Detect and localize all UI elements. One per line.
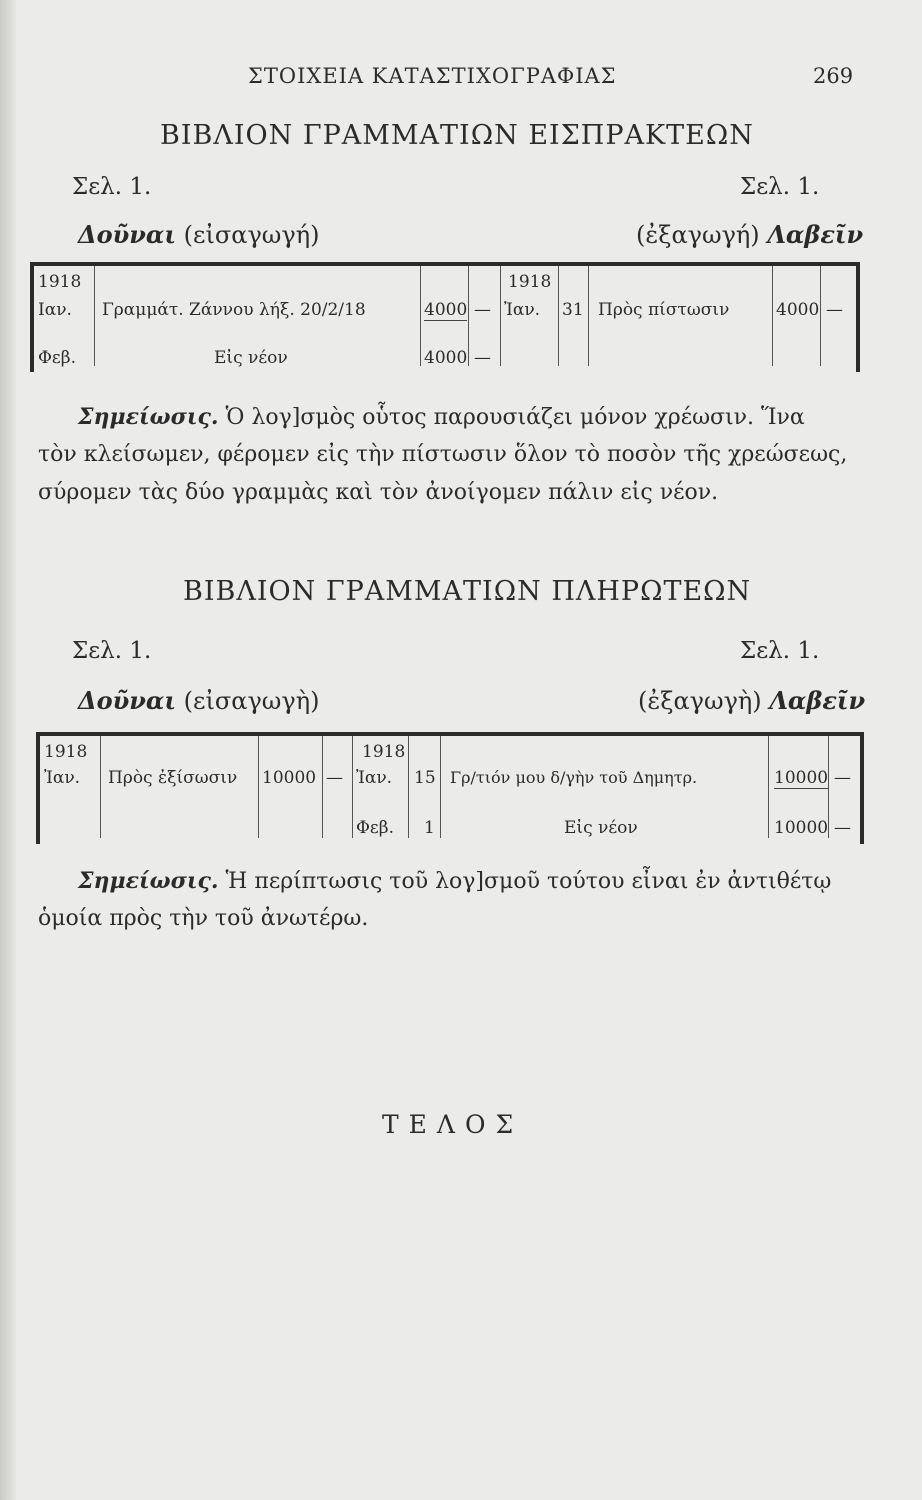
section1-title: ΒΙΒΛΙΟΝ ΓΡΑΜΜΑΤΙΩΝ ΕΙΣΠΡΑΚΤΕΩΝ (160, 120, 754, 151)
page-number: 269 (813, 64, 854, 88)
credit-word: Λαβεῖν (767, 220, 864, 249)
ledger-col-rule (828, 736, 829, 838)
credit-description: Πρὸς πίστωσιν (598, 300, 730, 320)
debit-amount: 4000 (424, 348, 468, 368)
credit-dash: — (834, 818, 851, 838)
debit-month: Ιαν. (38, 300, 72, 320)
section2-sel-right: Σελ. 1. (740, 638, 820, 664)
debit-month: Ἰαν. (44, 768, 81, 788)
debit-paren: (εἰσαγωγή) (183, 221, 320, 249)
section2-debit-heading (78, 686, 319, 715)
section2-ledger (36, 732, 864, 844)
credit-paren: (ἐξαγωγὴ) (638, 687, 762, 715)
credit-dash: — (834, 768, 851, 788)
section2-sel-left: Σελ. 1. (72, 638, 152, 664)
debit-paren: (εἰσαγωγὴ) (183, 687, 320, 715)
ledger-col-rule (420, 266, 421, 366)
ledger-col-rule (772, 266, 773, 366)
ledger-col-rule (258, 736, 259, 838)
ledger-col-rule (500, 266, 501, 366)
note-label: Σημείωσις. (78, 868, 219, 894)
ledger-col-rule (820, 266, 821, 366)
debit-year: 1918 (44, 742, 88, 762)
ledger-col-rule (322, 736, 323, 838)
ledger-col-rule (588, 266, 589, 366)
section2-credit-heading (638, 686, 865, 715)
credit-amount: 10000 (774, 818, 829, 838)
ledger-right-rule (856, 262, 860, 372)
credit-month: Ἰαν. (356, 768, 393, 788)
debit-description: Εἰς νέον (214, 348, 288, 368)
credit-paren: (ἐξαγωγή) (636, 221, 760, 249)
section2-note-line: ὁμοία πρὸς τὴν τοῦ ἀνωτέρω. (38, 906, 369, 931)
ledger-col-rule (468, 266, 469, 366)
debit-description: Γραμμάτ. Ζάννου λήξ. 20/2/18 (102, 300, 366, 320)
ledger-left-rule (30, 262, 34, 372)
ledger-col-rule (100, 736, 101, 838)
section1-sel-left: Σελ. 1. (72, 174, 152, 200)
debit-month: Φεβ. (38, 348, 76, 368)
section1-credit-heading (636, 220, 863, 249)
note-label: Σημείωσις. (78, 404, 219, 430)
ledger-col-rule (440, 736, 441, 838)
running-title: ΣΤΟΙΧΕΙΑ ΚΑΤΑΣΤΙΧΟΓΡΑΦΙΑΣ (248, 64, 617, 88)
debit-year: 1918 (38, 272, 82, 292)
debit-word: Δοῦναι (78, 220, 177, 249)
section1-note-line: τὸν κλείσωμεν, φέρομεν εἰς τὴν πίστωσιν ὅλον τὸ ποσὸν τῆς χρεώσεως, (38, 442, 848, 467)
credit-word: Λαβεῖν (769, 686, 866, 715)
section2-note-line (78, 862, 831, 901)
debit-amount: 4000 (424, 300, 468, 320)
ledger-col-rule (768, 736, 769, 838)
credit-year: 1918 (508, 272, 552, 292)
section1-note-line: σύρομεν τὰς δύο γραμμὰς καὶ τὸν ἀνοίγομεν πάλιν εἰς νέον. (38, 480, 719, 505)
credit-year: 1918 (362, 742, 406, 762)
note-text: Ὁ λογ]σμὸς οὗτος παρουσιάζει μόνον χρέωσιν. Ἵνα (225, 405, 805, 430)
credit-amount: 10000 (774, 768, 829, 788)
ledger-left-rule (36, 732, 40, 844)
debit-amount: 10000 (262, 768, 317, 788)
credit-month: Ἰαν. (504, 300, 541, 320)
debit-dash: — (474, 300, 491, 320)
ledger-right-rule (860, 732, 864, 844)
page-binding-shadow (0, 0, 16, 1500)
debit-dash: — (326, 768, 343, 788)
credit-day: 31 (562, 300, 584, 320)
credit-day: 15 (414, 768, 436, 788)
section2-title: ΒΙΒΛΙΟΝ ΓΡΑΜΜΑΤΙΩΝ ΠΛΗΡΩΤΕΩΝ (183, 576, 752, 607)
ledger-top-rule (36, 732, 864, 736)
debit-word: Δοῦναι (78, 686, 177, 715)
debit-dash: — (474, 348, 491, 368)
section1-debit-heading (78, 220, 319, 249)
debit-description: Πρὸς ἐξίσωσιν (108, 768, 238, 788)
ledger-top-rule (30, 262, 860, 266)
credit-dash: — (826, 300, 843, 320)
ledger-col-rule (94, 266, 95, 366)
section1-ledger (30, 262, 860, 372)
section1-sel-right: Σελ. 1. (740, 174, 820, 200)
credit-amount: 4000 (776, 300, 820, 320)
credit-description: Γρ/τιόν μου δ/γὴν τοῦ Δημητρ. (450, 768, 698, 787)
ledger-col-rule (558, 266, 559, 366)
credit-description: Εἰς νέον (564, 818, 638, 838)
ledger-col-rule (408, 736, 409, 838)
the-end-text: ΤΕΛΟΣ (382, 1110, 524, 1139)
ledger-col-rule (352, 736, 353, 838)
credit-day: 1 (424, 818, 435, 838)
note-text: Ἡ περίπτωσις τοῦ λογ]σμοῦ τούτου εἶναι ἐν ἀντιθέτῳ (225, 869, 832, 894)
credit-month: Φεβ. (356, 818, 394, 838)
section1-note-line (78, 398, 805, 437)
